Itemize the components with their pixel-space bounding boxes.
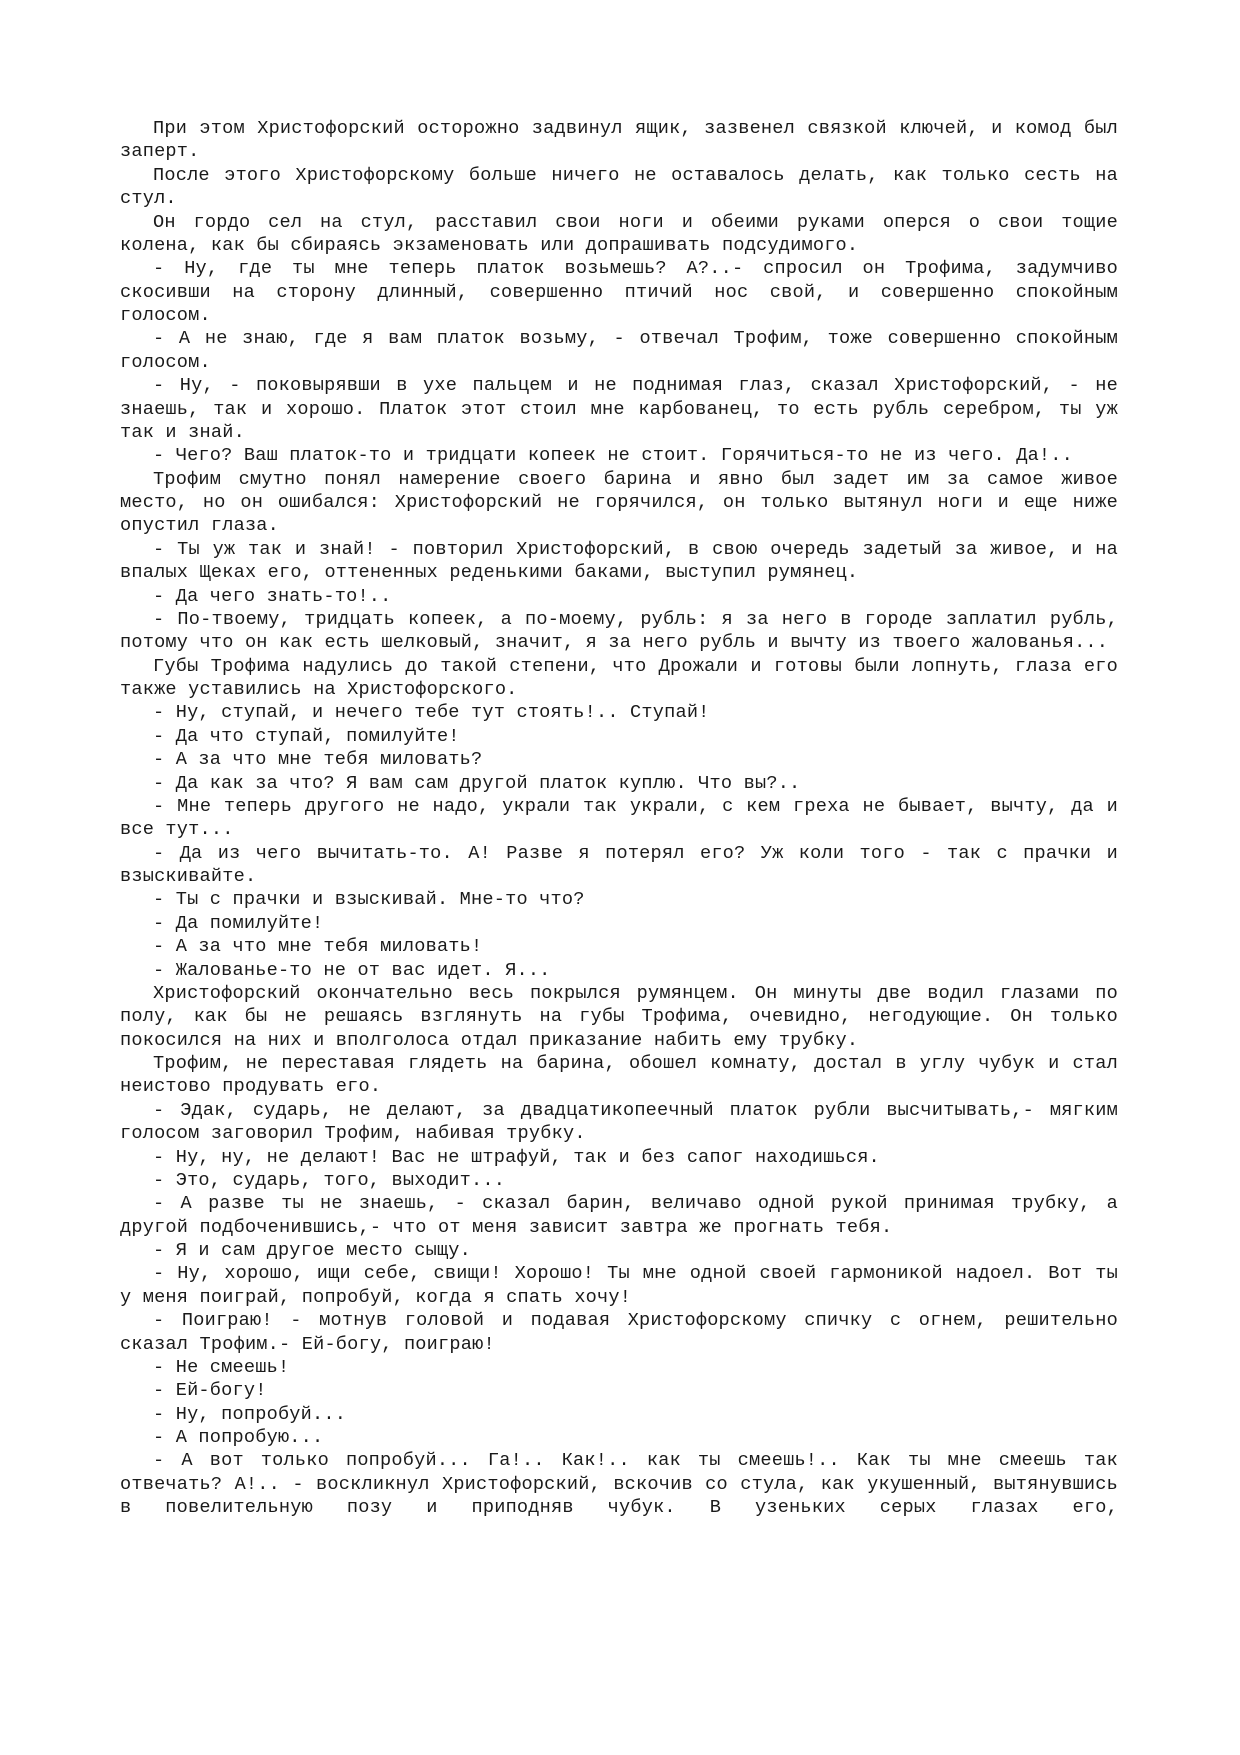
paragraph: - Ты с прачки и взыскивай. Мне-то что? xyxy=(153,889,585,911)
paragraph: - Ну, где ты мне теперь платок возьмешь? А?..- спросил он Трофима, задумчиво скосивши на сторону длинный, совершенно птичий нос свой, и совершенно спокойным голосом. xyxy=(120,258,1118,326)
paragraph: - Не смеешь! xyxy=(153,1356,290,1378)
paragraph: - Ну, ступай, и нечего тебе тут стоять!.. Ступай! xyxy=(153,702,710,724)
paragraph: Он гордо сел на стул, расставил свои ноги и обеими руками оперся о свои тощие колена, как бы сбираясь экзаменовать или допрашивать подсудимого. xyxy=(120,211,1118,256)
document-body xyxy=(120,117,1118,1520)
paragraph: Трофим смутно понял намерение своего барина и явно был задет им за самое живое место, но он ошибался: Христофорский не горячился, он только вытянул ноги и еще ниже опустил глаза. xyxy=(120,468,1118,537)
paragraph: - Да помилуйте! xyxy=(153,912,324,934)
paragraph: - Я и сам другое место сыщу. xyxy=(153,1240,472,1261)
paragraph: - Поиграю! - мотнув головой и подавая Христофорскому спичку с огнем, решительно сказал Трофим.- Ей-богу, поиграю! xyxy=(120,1310,1118,1355)
paragraph: - Это, сударь, того, выходит... xyxy=(153,1169,506,1191)
paragraph: - Жалованье-то не от вас идет. Я... xyxy=(153,959,551,981)
paragraph: - А попробую... xyxy=(153,1427,324,1448)
paragraph: - Да из чего вычитать-то. А! Разве я потерял его? Уж коли того - так с прачки и взыскивайте. xyxy=(120,842,1118,887)
paragraph: - Ей-богу! xyxy=(153,1380,267,1402)
paragraph: Губы Трофима надулись до такой степени, что Дрожали и готовы были лопнуть, глаза его также уставились на Христофорского. xyxy=(120,655,1118,700)
paragraph: - Ну, хорошо, ищи себе, свищи! Хорошо! Ты мне одной своей гармоникой надоел. Вот ты у меня поиграй, попробуй, когда я спать хочу! xyxy=(120,1263,1118,1308)
paragraph: - Ну, ну, не делают! Вас не штрафуй, так и без сапог находишься. xyxy=(153,1146,880,1168)
paragraph: - А вот только попробуй... Га!.. Как!.. как ты смеешь!.. Как ты мне смеешь так отвечать? А!.. - воскликнул Христофорский, вскочив со стула, как укушенный, вытянувшись в повелительную позу и приподняв чубук. В узеньких серых глазах его, xyxy=(120,1450,1118,1519)
paragraph: - По-твоему, тридцать копеек, а по-моему, рубль: я за него в городе заплатил рубль, потому что он как есть шелковый, значит, я за него рубль и вычту из твоего жалованья... xyxy=(120,608,1118,654)
paragraph: Христофорский окончательно весь покрылся румянцем. Он минуты две водил глазами по полу, как бы не решаясь взглянуть на губы Трофима, очевидно, негодующие. Он только покосился на них и вполголоса отдал приказание набить ему трубку. xyxy=(120,982,1118,1051)
paragraph: - Ты уж так и знай! - повторил Христофорский, в свою очередь задетый за живое, и на впалых Щеках его, оттененных реденькими баками, выступил румянец. xyxy=(120,538,1118,584)
paragraph: - Ну, - поковырявши в ухе пальцем и не поднимая глаз, сказал Христофорский, - не знаешь, так и хорошо. Платок этот стоил мне карбованец, то есть рубль серебром, ты уж так и знай. xyxy=(120,375,1118,443)
paragraph: - Ну, попробуй... xyxy=(153,1403,347,1425)
paragraph: Трофим, не переставая глядеть на барина, обошел комнату, достал в углу чубук и стал неистово продувать его. xyxy=(120,1053,1118,1098)
paragraph: - Эдак, сударь, не делают, за двадцатикопеечный платок рубли высчитывать,- мягким голосом заговорил Трофим, набивая трубку. xyxy=(120,1099,1118,1145)
paragraph: - А за что мне тебя миловать! xyxy=(153,936,483,958)
paragraph: - Да как за что? Я вам сам другой платок куплю. Что вы?.. xyxy=(153,772,801,794)
paragraph: При этом Христофорский осторожно задвинул ящик, зазвенел связкой ключей, и комод был заперт. xyxy=(120,118,1118,163)
paragraph: - Мне теперь другого не надо, украли так украли, с кем греха не бывает, вычту, да и все тут... xyxy=(120,795,1118,841)
paragraph: - А разве ты не знаешь, - сказал барин, величаво одной рукой принимая трубку, а другой подбоченившись,- что от меня зависит завтра же прогнать тебя. xyxy=(120,1193,1118,1238)
paragraph: После этого Христофорскому больше ничего не оставалось делать, как только сесть на стул. xyxy=(120,164,1118,210)
paragraph: - Чего? Ваш платок-то и тридцати копеек не стоит. Горячиться-то не из чего. Да!.. xyxy=(153,445,1074,467)
paragraph: - Да чего знать-то!.. xyxy=(153,585,392,607)
paragraph: - А за что мне тебя миловать? xyxy=(153,749,483,771)
paragraph: - Да что ступай, помилуйте! xyxy=(153,725,460,747)
paragraph: - А не знаю, где я вам платок возьму, - отвечал Трофим, тоже совершенно спокойным голосом. xyxy=(120,328,1118,373)
